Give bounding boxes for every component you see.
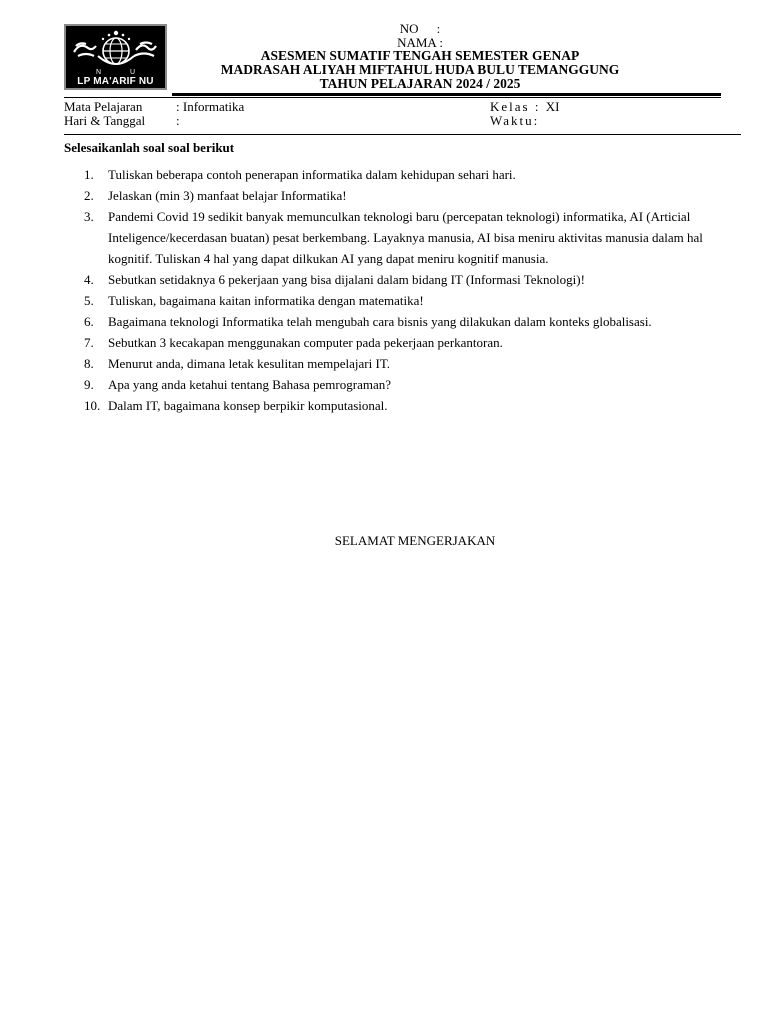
lp-maarif-nu-logo — [64, 24, 167, 90]
time-label: Waktu: — [490, 113, 540, 128]
class-label: Kelas : — [490, 99, 541, 114]
question-number: 9. — [84, 377, 94, 392]
question-number: 8. — [84, 356, 94, 371]
exam-title: ASESMEN SUMATIF TENGAH SEMESTER GENAP — [260, 48, 580, 63]
question-number: 10. — [84, 398, 101, 413]
question-text: Apa yang anda ketahui tentang Bahasa pemrograman? — [108, 377, 391, 392]
class-value: XI — [545, 99, 560, 114]
school-name: MADRASAH ALIYAH MIFTAHUL HUDA BULU TEMANGGUNG — [220, 62, 620, 77]
question-text: Tuliskan beberapa contoh penerapan informatika dalam kehidupan sehari hari. — [108, 167, 516, 182]
question-text: Tuliskan, bagaimana kaitan informatika dengan matematika! — [108, 293, 424, 308]
question-number: 3. — [84, 209, 94, 224]
emblem-letter-n: N — [96, 69, 102, 76]
no-separator: : — [436, 21, 441, 36]
closing-message: SELAMAT MENGERJAKAN — [334, 533, 496, 548]
question-text: Menurut anda, dimana letak kesulitan mempelajari IT. — [108, 356, 391, 371]
academic-year: TAHUN PELAJARAN 2024 / 2025 — [319, 76, 521, 91]
nama-label: NAMA : — [397, 35, 443, 50]
question-item — [84, 332, 724, 353]
question-number: 2. — [84, 188, 94, 203]
question-text: Jelaskan (min 3) manfaat belajar Informatika! — [108, 188, 347, 203]
class-field — [490, 99, 559, 114]
instruction-heading: Selesaikanlah soal soal berikut — [64, 140, 235, 155]
question-item — [84, 185, 724, 206]
question-item — [84, 311, 724, 332]
header-divider-thin — [64, 97, 721, 98]
emblem-letter-u: U — [130, 69, 136, 76]
subject-value: : Informatika — [176, 99, 245, 114]
date-value: : — [176, 113, 180, 128]
question-number: 4. — [84, 272, 94, 287]
subject-label: Mata Pelajaran — [64, 99, 143, 114]
question-item — [84, 290, 724, 311]
question-number: 7. — [84, 335, 94, 350]
question-text: Sebutkan 3 kecakapan menggunakan computer pada pekerjaan perkantoran. — [108, 335, 503, 350]
question-item — [84, 269, 724, 290]
header-divider-thick — [172, 93, 721, 96]
question-item — [84, 206, 724, 269]
question-number: 1. — [84, 167, 94, 182]
nu-globe-emblem-icon — [66, 26, 165, 76]
question-number: 6. — [84, 314, 94, 329]
date-label: Hari & Tanggal — [64, 113, 146, 128]
question-text: Dalam IT, bagaimana konsep berpikir komputasional. — [108, 398, 388, 413]
question-text: Sebutkan setidaknya 6 pekerjaan yang bisa dijalani dalam bidang IT (Informasi Teknologi)! — [108, 272, 585, 287]
question-number: 5. — [84, 293, 94, 308]
question-text: Pandemi Covid 19 sedikit banyak memunculkan teknologi baru (percepatan teknologi) informatika, AI (Articial Inteligence/kecerdasan buatan) pesat berkembang. Layaknya manusia, AI bisa meniru aktivitas manusia dalam hal kognitif. Tuliskan 4 hal yang dapat dilkukan AI yang dapat meniru kognitif manusia. — [108, 209, 703, 266]
question-item — [84, 164, 724, 185]
logo-caption: LP MA'ARIF NU — [77, 76, 154, 87]
student-number-line — [170, 22, 670, 36]
question-item — [84, 353, 724, 374]
question-item — [84, 374, 724, 395]
question-text: Bagaimana teknologi Informatika telah mengubah cara bisnis yang dilakukan dalam konteks globalisasi. — [108, 314, 652, 329]
info-divider — [64, 134, 741, 135]
question-item — [84, 395, 724, 416]
question-list — [84, 164, 724, 416]
no-label: NO — [399, 21, 419, 36]
